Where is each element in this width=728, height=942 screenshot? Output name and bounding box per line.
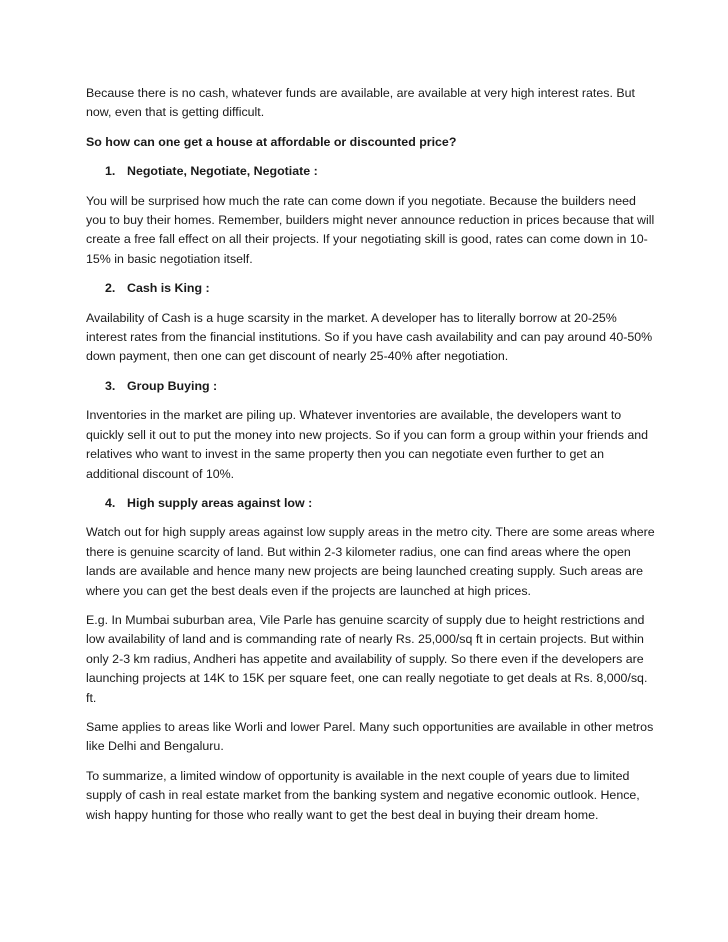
section-heading-3 bbox=[86, 377, 656, 396]
section-paragraph: Watch out for high supply areas against low supply areas in the metro city. There are some areas where there is genuine scarcity of land. But within 2-3 kilometer radius, one can find areas where the open lands are available and hence many new projects are being launched creating supply. Such areas are where you can get the best deals even if the projects are launched at high prices. bbox=[86, 525, 655, 598]
section-heading-2 bbox=[86, 279, 656, 298]
document-page bbox=[86, 84, 656, 835]
summary-paragraph: To summarize, a limited window of opportunity is available in the next couple of years due to limited supply of cash in real estate market from the banking system and negative economic outlook. Hence, wish happy hunting for those who really want to get the best deal in buying their dream home. bbox=[86, 768, 640, 822]
section-number: 2. bbox=[105, 281, 116, 296]
section-title: Cash is King : bbox=[127, 281, 210, 296]
section-heading-4 bbox=[86, 494, 656, 513]
section-number: 3. bbox=[105, 378, 116, 393]
question-heading: So how can one get a house at affordable or discounted price? bbox=[86, 134, 457, 149]
section-title: Negotiate, Negotiate, Negotiate : bbox=[127, 164, 318, 179]
section-number: 1. bbox=[105, 164, 116, 179]
example-paragraph: E.g. In Mumbai suburban area, Vile Parle has genuine scarcity of supply due to height restrictions and low availability of land and is commanding rate of nearly Rs. 25,000/sq ft in certain projects. But within only 2-3 km radius, Andheri has appetite and availability of supply. So there even if the developers are launching projects at 14K to 15K per square feet, one can really negotiate to get deals at Rs. 8,000/sq. ft. bbox=[86, 612, 648, 705]
section-heading-1 bbox=[86, 162, 656, 181]
section-paragraph: Availability of Cash is a huge scarsity in the market. A developer has to literally borrow at 20-25% interest rates from the financial institutions. So if you have cash availability and can pay around 40-50% down payment, then one can get discount of nearly 25-40% after negotiation. bbox=[86, 310, 653, 364]
section-paragraph: Same applies to areas like Worli and lower Parel. Many such opportunities are available in other metros like Delhi and Bengaluru. bbox=[86, 719, 654, 754]
section-paragraph: Inventories in the market are piling up. Whatever inventories are available, the developers want to quickly sell it out to put the money into new projects. So if you can form a group within your friends and relatives who want to invest in the same property then you can negotiate even further to get an additional discount of 10%. bbox=[86, 408, 649, 481]
intro-paragraph: Because there is no cash, whatever funds are available, are available at very high interest rates. But now, even that is getting difficult. bbox=[86, 86, 635, 120]
section-title: Group Buying : bbox=[127, 378, 218, 393]
section-number: 4. bbox=[105, 495, 116, 510]
section-paragraph: You will be surprised how much the rate can come down if you negotiate. Because the builders need you to buy their homes. Remember, builders might never announce reduction in prices because that will create a free fall effect on all their projects. If your negotiating skill is good, rates can come down in 10-15% in basic negotiation itself. bbox=[86, 193, 655, 266]
section-title: High supply areas against low : bbox=[127, 495, 313, 510]
